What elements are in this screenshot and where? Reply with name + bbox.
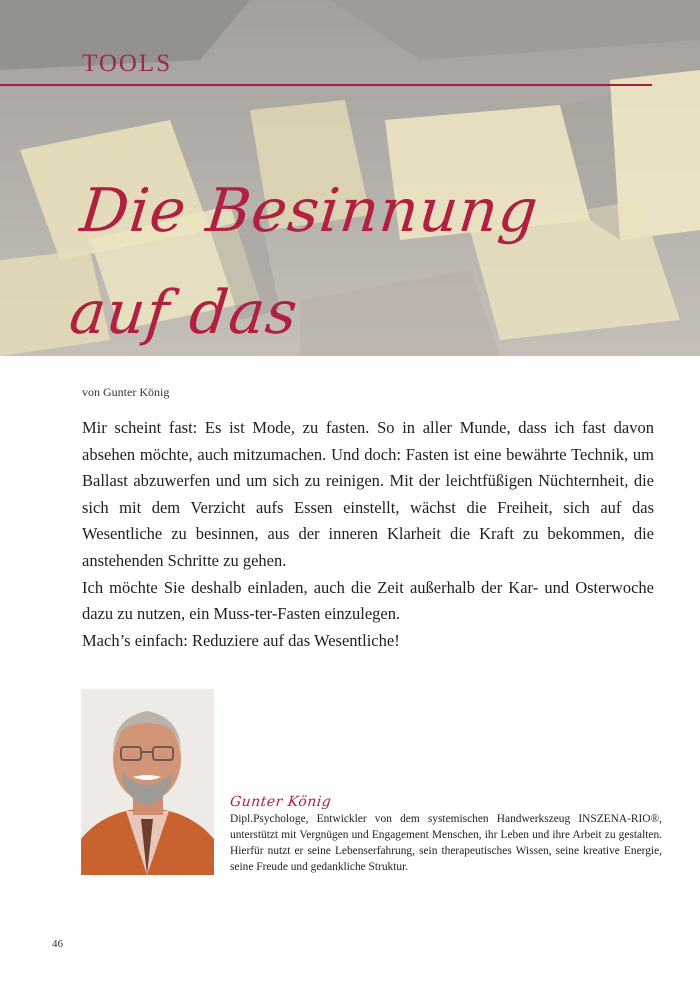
paragraph-1: Mir scheint fast: Es ist Mode, zu fasten. So in aller Munde, dass ich fast davon absehen möchte, auch mitzumachen. Und doch: Fasten ist eine bewährte Technik, um Ballast abzuwerfen und um sich zu reinigen. Mit der leichtfüßigen Nüchternheit, die sich mit dem Verzicht aufs Essen einstellt, wächst die Freiheit, sich auf das Wesentliche zu besinnen, aus der inneren Klarheit die Kraft zu bekommen, die anstehenden Schritte zu gehen. xyxy=(82,418,654,570)
header-image xyxy=(0,0,700,356)
author-bio-text: Dipl.Psychologe, Entwickler von dem systemischen Handwerkszeug INSZENA-RIO®, unterstützt mit Vergnügen und Engagement Menschen, ihr Leben und ihre Arbeit zu gestalten. Hierfür nutzt er seine Lebenserfahrung, sein therapeutisches Wissen, seine kreative Energie, seine Freude und gedankliche Struktur. xyxy=(230,813,662,873)
header-divider xyxy=(0,84,652,86)
title-line-1: Die Besinnung xyxy=(77,176,542,246)
paragraph-3: Mach’s einfach: Reduziere auf das Wesentliche! xyxy=(82,630,400,650)
paragraph-2: Ich möchte Sie deshalb einladen, auch die Zeit außerhalb der Kar- und Osterwoche dazu zu nutzen, ein Muss-ter-Fasten einzulegen. xyxy=(82,577,654,624)
author-photo xyxy=(81,689,214,875)
title-line-2: auf das xyxy=(66,278,302,348)
article-title xyxy=(54,160,700,356)
byline: von Gunter König xyxy=(82,385,170,399)
page-number: 46 xyxy=(52,938,63,950)
author-portrait-image xyxy=(81,689,214,875)
author-signature: Gunter König xyxy=(229,794,333,810)
author-bio xyxy=(230,793,662,875)
article-body xyxy=(82,415,654,654)
section-label: TOOLS xyxy=(82,50,173,77)
